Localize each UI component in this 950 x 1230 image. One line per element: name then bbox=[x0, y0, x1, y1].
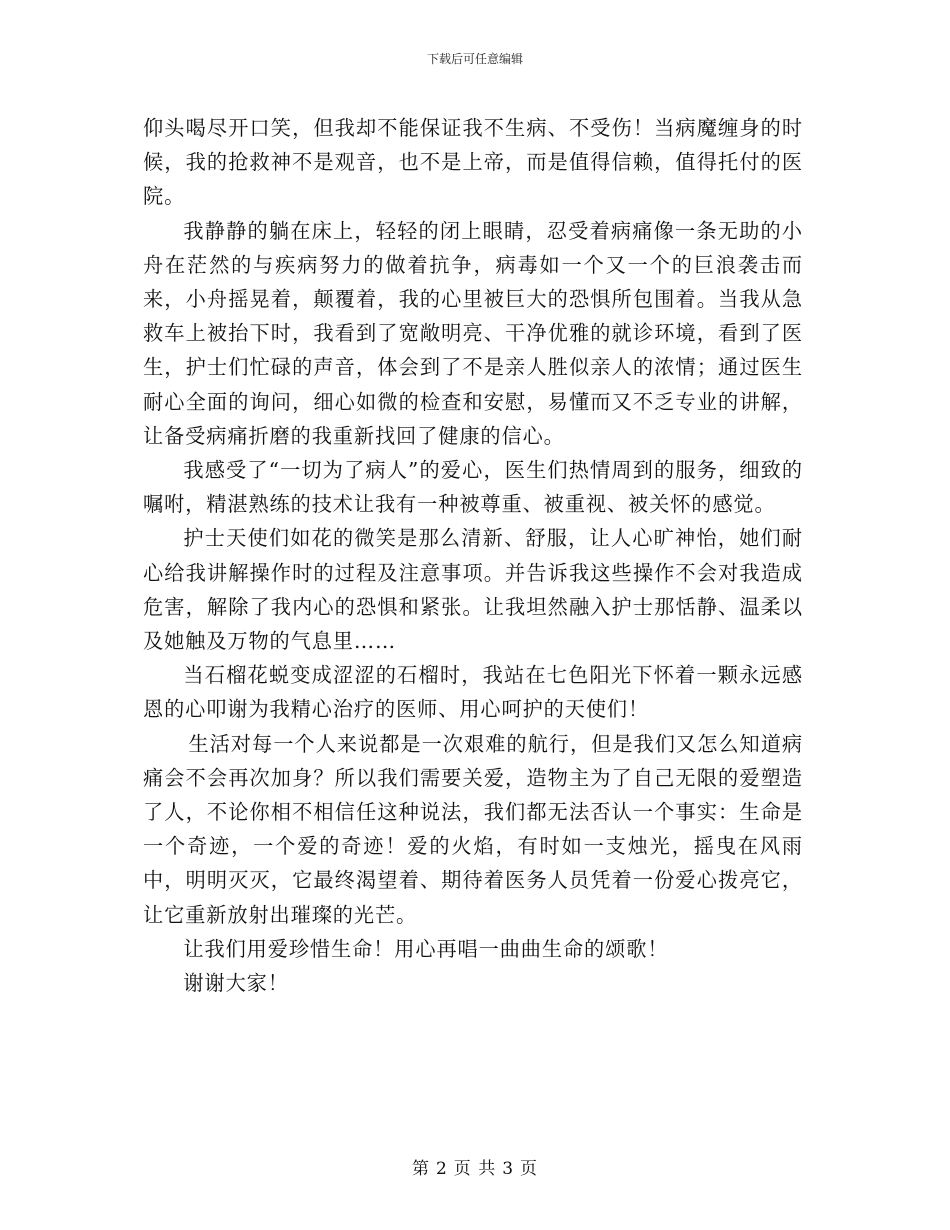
header-note: 下载后可任意编辑 bbox=[426, 52, 523, 66]
paragraph-continuation: 仰头喝尽开口笑，但我却不能保证我不生病、不受伤！当病魔缠身的时候，我的抢救神不是观音，也不是上帝，而是值得信赖，值得托付的医院。 bbox=[143, 116, 803, 209]
current-page-number: 2 bbox=[435, 1159, 448, 1179]
closing-line: 让我们用爱珍惜生命！用心再唱一曲曲生命的颂歌！ bbox=[183, 936, 669, 961]
paragraph: 我感受了“一切为了病人”的爱心，医生们热情周到的服务，细致的嘱咐，精湛熟练的技术让我有一种被尊重、被重视、被关怀的感觉。 bbox=[143, 458, 803, 517]
paragraph: 我静静的躺在床上，轻轻的闭上眼睛，忍受着病痛像一条无助的小舟在茫然的与疾病努力的做着抗争，病毒如一个又一个的巨浪袭击而来，小舟摇晃着，颠覆着，我的心里被巨大的恐惧所包围着。当我从急救车上被抬下时，我看到了宽敞明亮、干净优雅的就诊环境，看到了医生，护士们忙碌的声音，体会到了不是亲人胜似亲人的浓情；通过医生耐心全面的询问，细心如微的检查和安慰，易懂而又不乏专业的讲解，让备受病痛折磨的我重新找回了健康的信心。 bbox=[143, 218, 803, 448]
paragraph: 护士天使们如花的微笑是那么清新、舒服，让人心旷神怡，她们耐心给我讲解操作时的过程及注意事项。并告诉我这些操作不会对我造成危害，解除了我内心的恐惧和紧张。让我坦然融入护士那恬静、温柔以及她触及万物的气息里…… bbox=[143, 526, 803, 654]
page-footer bbox=[0, 1154, 950, 1179]
document-body bbox=[143, 111, 803, 1000]
footer-middle: 页 共 bbox=[453, 1159, 497, 1179]
paragraph: 生活对每一个人来说都是一次艰难的航行，但是我们又怎么知道病痛会不会再次加身？所以我们需要关爱，造物主为了自己无限的爱塑造了人，不论你相不相信任这种说法，我们都无法否认一个事实：生命是一个奇迹，一个爱的奇迹！爱的火焰，有时如一支烛光，摇曳在风雨中，明明灭灭，它最终渴望着、期待着医务人员凭着一份爱心拨亮它，让它重新放射出璀璨的光芒。 bbox=[143, 731, 803, 927]
paragraph: 当石榴花蜕变成涩涩的石榴时，我站在七色阳光下怀着一颗永远感恩的心叩谢为我精心治疗的医师、用心呵护的天使们！ bbox=[143, 663, 803, 722]
footer-suffix: 页 bbox=[520, 1159, 539, 1179]
footer-prefix: 第 bbox=[411, 1159, 430, 1179]
thanks-line: 谢谢大家！ bbox=[183, 971, 289, 996]
total-pages-number: 3 bbox=[502, 1159, 515, 1179]
